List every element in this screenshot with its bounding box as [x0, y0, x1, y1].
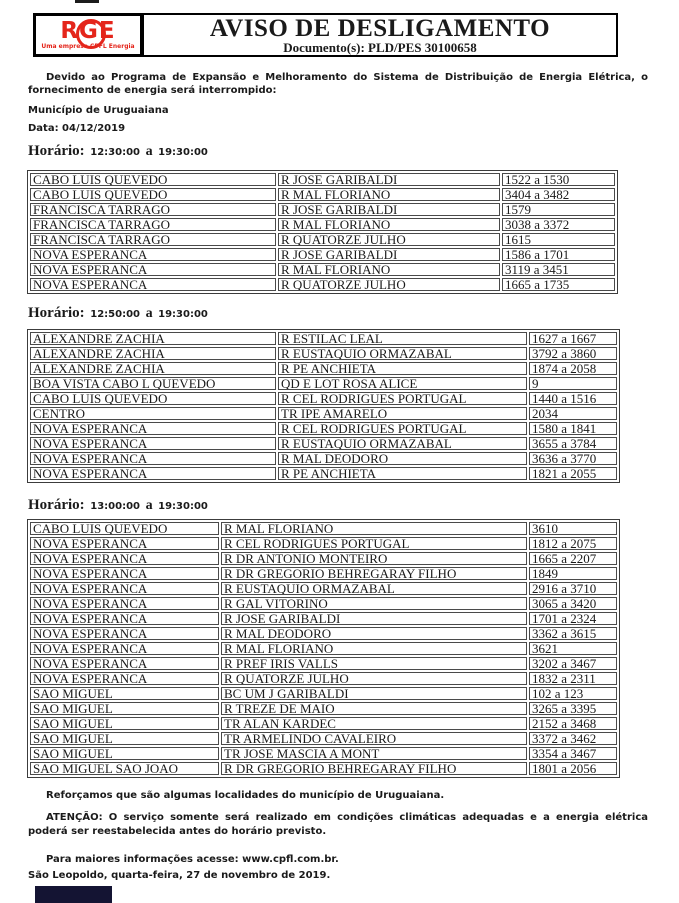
range-cell: 3655 a 3784: [529, 437, 617, 450]
range-cell: 3362 a 3615: [529, 627, 617, 640]
table-row: [30, 582, 617, 595]
street-cell: R PE ANCHIETA: [278, 362, 527, 375]
street-cell: TR ARMELINDO CAVALEIRO: [221, 732, 527, 745]
title-box: [142, 13, 618, 57]
locality-cell: NOVA ESPERANCA: [30, 672, 219, 685]
more-info-line: Para maiores informações acesse: www.cpfl.com.br.: [46, 854, 339, 865]
locality-cell: BOA VISTA CABO L QUEVEDO: [30, 377, 276, 390]
street-cell: R CEL RODRIGUES PORTUGAL: [278, 392, 527, 405]
locality-cell: NOVA ESPERANCA: [30, 537, 219, 550]
locality-cell: SAO MIGUEL: [30, 702, 219, 715]
range-cell: 1440 a 1516: [529, 392, 617, 405]
locality-cell: NOVA ESPERANCA: [30, 657, 219, 670]
street-cell: R MAL DEODORO: [221, 627, 527, 640]
table-row: [30, 233, 615, 246]
range-cell: 3621: [529, 642, 617, 655]
table-row: [30, 248, 615, 261]
rge-logo: [33, 13, 143, 57]
locality-cell: ALEXANDRE ZACHIA: [30, 332, 276, 345]
range-cell: 1665 a 2207: [529, 552, 617, 565]
street-cell: R MAL FLORIANO: [221, 522, 527, 535]
street-cell: R PE ANCHIETA: [278, 467, 527, 480]
street-cell: R PREF IRIS VALLS: [221, 657, 527, 670]
schedule-label: Horário:: [28, 497, 85, 513]
range-cell: 1586 a 1701: [502, 248, 615, 261]
locality-cell: SAO MIGUEL SAO JOAO: [30, 762, 219, 775]
table-row: [30, 332, 617, 345]
range-cell: 1665 a 1735: [502, 278, 615, 291]
range-cell: 1874 a 2058: [529, 362, 617, 375]
range-cell: 102 a 123: [529, 687, 617, 700]
intro-paragraph: Devido ao Programa de Expansão e Melhoramento do Sistema de Distribuição de Energia Elétrica, o fornecimento de energia será interrompido:: [28, 72, 648, 96]
street-cell: R DR GREGORIO BEHREGARAY FILHO: [221, 762, 527, 775]
schedule-separator: a: [145, 306, 153, 321]
range-cell: 2916 a 3710: [529, 582, 617, 595]
table-row: [30, 203, 615, 216]
table-row: [30, 762, 617, 775]
locality-cell: FRANCISCA TARRAGO: [30, 203, 276, 216]
table-row: [30, 377, 617, 390]
table-row: [30, 597, 617, 610]
locality-cell: NOVA ESPERANCA: [30, 552, 219, 565]
signoff-line: São Leopoldo, quarta-feira, 27 de novembro de 2019.: [28, 870, 331, 881]
locality-cell: NOVA ESPERANCA: [30, 263, 276, 276]
date-line: Data: 04/12/2019: [28, 123, 126, 134]
table-row: [30, 702, 617, 715]
rge-logo-tagline: Uma empresa CPFL Energia: [41, 43, 135, 50]
table-row: [30, 422, 617, 435]
range-cell: 3610: [529, 522, 617, 535]
locality-cell: SAO MIGUEL: [30, 717, 219, 730]
table-row: [30, 188, 615, 201]
document-title: AVISO DE DESLIGAMENTO: [209, 15, 551, 42]
table-row: [30, 173, 615, 186]
locality-cell: CABO LUIS QUEVEDO: [30, 522, 219, 535]
reinforcement-note: Reforçamos que são algumas localidades do município de Uruguaiana.: [46, 790, 445, 801]
schedule-label: Horário:: [28, 305, 85, 321]
locality-cell: SAO MIGUEL: [30, 732, 219, 745]
locality-cell: NOVA ESPERANCA: [30, 597, 219, 610]
locality-cell: FRANCISCA TARRAGO: [30, 218, 276, 231]
locality-cell: SAO MIGUEL: [30, 687, 219, 700]
locality-cell: NOVA ESPERANCA: [30, 278, 276, 291]
schedule-label: Horário:: [28, 143, 85, 159]
table-row: [30, 278, 615, 291]
outage-table-3: [27, 519, 620, 778]
table-row: [30, 672, 617, 685]
table-row: [30, 263, 615, 276]
locality-cell: ALEXANDRE ZACHIA: [30, 362, 276, 375]
range-cell: 1821 a 2055: [529, 467, 617, 480]
outage-table-2: [27, 329, 620, 483]
locality-cell: NOVA ESPERANCA: [30, 582, 219, 595]
schedule-start-time: 12:50:00: [90, 309, 140, 320]
street-cell: QD E LOT ROSA ALICE: [278, 377, 527, 390]
range-cell: 1849: [529, 567, 617, 580]
table-row: [30, 362, 617, 375]
street-cell: R EUSTAQUIO ORMAZABAL: [221, 582, 527, 595]
table-row: [30, 567, 617, 580]
range-cell: 3372 a 3462: [529, 732, 617, 745]
document-number: Documento(s): PLD/PES 30100658: [283, 40, 477, 55]
street-cell: R JOSE GARIBALDI: [278, 248, 500, 261]
range-cell: 1701 a 2324: [529, 612, 617, 625]
street-cell: R JOSE GARIBALDI: [278, 173, 500, 186]
range-cell: 9: [529, 377, 617, 390]
street-cell: R EUSTAQUIO ORMAZABAL: [278, 347, 527, 360]
schedule-end-time: 19:30:00: [158, 501, 208, 512]
table-row: [30, 627, 617, 640]
municipality-line: Município de Uruguaiana: [28, 105, 169, 116]
table-row: [30, 437, 617, 450]
locality-cell: NOVA ESPERANCA: [30, 627, 219, 640]
page-edge-artifact: [75, 0, 99, 3]
table-row: [30, 717, 617, 730]
attention-note: ATENÇÃO: O serviço somente será realizado em condições climáticas adequadas e a energia elétrica poderá ser reestabelecida antes do horário previsto.: [28, 812, 648, 837]
street-cell: TR JOSE MASCIA A MONT: [221, 747, 527, 760]
table-row: [30, 407, 617, 420]
street-cell: R TREZE DE MAIO: [221, 702, 527, 715]
locality-cell: NOVA ESPERANCA: [30, 422, 276, 435]
table-row: [30, 218, 615, 231]
locality-cell: NOVA ESPERANCA: [30, 642, 219, 655]
street-cell: R MAL FLORIANO: [221, 642, 527, 655]
street-cell: R MAL FLORIANO: [278, 263, 500, 276]
next-page-artifact: [35, 886, 112, 903]
street-cell: R EUSTAQUIO ORMAZABAL: [278, 437, 527, 450]
table-row: [30, 347, 617, 360]
locality-cell: CENTRO: [30, 407, 276, 420]
street-cell: R QUATORZE JULHO: [278, 233, 500, 246]
range-cell: 1580 a 1841: [529, 422, 617, 435]
schedule-heading-3: [28, 494, 208, 514]
locality-cell: NOVA ESPERANCA: [30, 467, 276, 480]
schedule-heading-1: [28, 140, 208, 160]
range-cell: 1615: [502, 233, 615, 246]
table-row: [30, 452, 617, 465]
table-row: [30, 522, 617, 535]
locality-cell: NOVA ESPERANCA: [30, 248, 276, 261]
schedule-end-time: 19:30:00: [158, 309, 208, 320]
street-cell: R MAL DEODORO: [278, 452, 527, 465]
street-cell: BC UM J GARIBALDI: [221, 687, 527, 700]
range-cell: 3038 a 3372: [502, 218, 615, 231]
table-row: [30, 552, 617, 565]
street-cell: R ESTILAC LEAL: [278, 332, 527, 345]
table-row: [30, 657, 617, 670]
schedule-start-time: 13:00:00: [90, 501, 140, 512]
range-cell: 1832 a 2311: [529, 672, 617, 685]
locality-cell: NOVA ESPERANCA: [30, 452, 276, 465]
locality-cell: CABO LUIS QUEVEDO: [30, 173, 276, 186]
range-cell: 3119 a 3451: [502, 263, 615, 276]
document-header: [33, 13, 618, 57]
locality-cell: ALEXANDRE ZACHIA: [30, 347, 276, 360]
street-cell: R JOSE GARIBALDI: [278, 203, 500, 216]
locality-cell: SAO MIGUEL: [30, 747, 219, 760]
street-cell: R QUATORZE JULHO: [278, 278, 500, 291]
schedule-separator: a: [145, 144, 153, 159]
range-cell: 1522 a 1530: [502, 173, 615, 186]
table-row: [30, 537, 617, 550]
range-cell: 1801 a 2056: [529, 762, 617, 775]
street-cell: R CEL RODRIGUES PORTUGAL: [221, 537, 527, 550]
schedule-end-time: 19:30:00: [158, 147, 208, 158]
table-row: [30, 467, 617, 480]
range-cell: 1812 a 2075: [529, 537, 617, 550]
street-cell: R MAL FLORIANO: [278, 218, 500, 231]
locality-cell: NOVA ESPERANCA: [30, 612, 219, 625]
range-cell: 3354 a 3467: [529, 747, 617, 760]
locality-cell: NOVA ESPERANCA: [30, 567, 219, 580]
range-cell: 3636 a 3770: [529, 452, 617, 465]
schedule-start-time: 12:30:00: [90, 147, 140, 158]
street-cell: R MAL FLORIANO: [278, 188, 500, 201]
range-cell: 2152 a 3468: [529, 717, 617, 730]
table-row: [30, 642, 617, 655]
table-row: [30, 747, 617, 760]
range-cell: 3404 a 3482: [502, 188, 615, 201]
range-cell: 1579: [502, 203, 615, 216]
range-cell: 1627 a 1667: [529, 332, 617, 345]
range-cell: 2034: [529, 407, 617, 420]
street-cell: R GAL VITORINO: [221, 597, 527, 610]
schedule-separator: a: [145, 498, 153, 513]
table-row: [30, 392, 617, 405]
street-cell: R DR ANTONIO MONTEIRO: [221, 552, 527, 565]
locality-cell: CABO LUIS QUEVEDO: [30, 188, 276, 201]
table-row: [30, 687, 617, 700]
street-cell: R JOSE GARIBALDI: [221, 612, 527, 625]
street-cell: R CEL RODRIGUES PORTUGAL: [278, 422, 527, 435]
street-cell: R QUATORZE JULHO: [221, 672, 527, 685]
outage-table-1: [27, 170, 618, 294]
schedule-heading-2: [28, 302, 208, 322]
table-row: [30, 732, 617, 745]
table-row: [30, 612, 617, 625]
locality-cell: FRANCISCA TARRAGO: [30, 233, 276, 246]
rge-logo-text: RGE: [60, 18, 116, 44]
street-cell: TR IPE AMARELO: [278, 407, 527, 420]
street-cell: TR ALAN KARDEC: [221, 717, 527, 730]
range-cell: 3065 a 3420: [529, 597, 617, 610]
range-cell: 3202 a 3467: [529, 657, 617, 670]
range-cell: 3265 a 3395: [529, 702, 617, 715]
locality-cell: NOVA ESPERANCA: [30, 437, 276, 450]
range-cell: 3792 a 3860: [529, 347, 617, 360]
locality-cell: CABO LUIS QUEVEDO: [30, 392, 276, 405]
street-cell: R DR GREGORIO BEHREGARAY FILHO: [221, 567, 527, 580]
